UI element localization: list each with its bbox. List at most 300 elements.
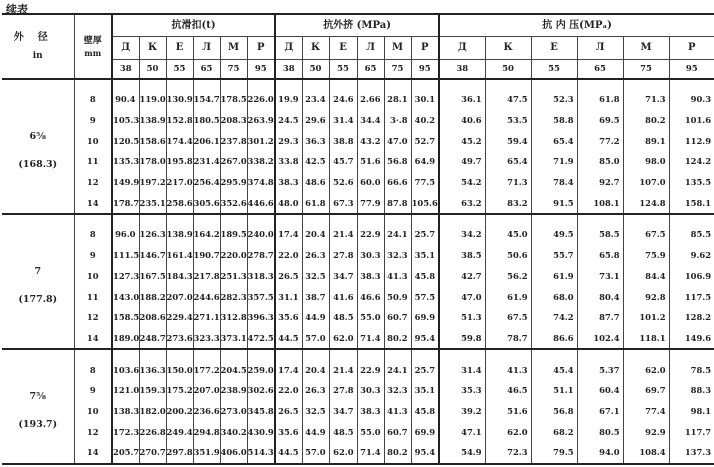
value-cell: 71.3 (485, 172, 531, 193)
value-cell: 98.0 (623, 151, 669, 172)
value-cell: 95.4 (411, 442, 439, 464)
value-cell: 396.3 (247, 307, 275, 328)
value-cell: 36.3 (302, 130, 329, 151)
value-cell: 54.2 (439, 172, 485, 193)
wall-thickness-cell: 12 (74, 307, 112, 328)
value-cell: 61.8 (302, 192, 329, 214)
value-cell: 24.6 (329, 89, 357, 110)
value-cell: 24.1 (384, 359, 411, 380)
value-cell: 38.7 (302, 286, 329, 307)
value-cell: 188.2 (139, 286, 166, 307)
value-cell: 62.0 (329, 442, 357, 464)
value-cell: 38.5 (439, 245, 485, 266)
outer-diameter-cell (2, 89, 74, 214)
value-cell: 208.3 (220, 110, 247, 131)
value-cell: 178.5 (220, 89, 247, 110)
value-cell: 149.9 (112, 172, 139, 193)
value-cell: 67.5 (623, 224, 669, 245)
grade-number: 65 (193, 60, 220, 80)
wall-thickness-cell: 9 (74, 245, 112, 266)
value-cell: 96.0 (112, 224, 139, 245)
value-cell: 21.4 (329, 359, 357, 380)
wall-thickness-cell: 14 (74, 328, 112, 350)
value-cell: 161.4 (166, 245, 193, 266)
value-cell: 54.9 (439, 442, 485, 464)
value-cell: 38.3 (357, 401, 384, 422)
value-cell: 46.5 (485, 380, 531, 401)
value-cell: 159.3 (139, 380, 166, 401)
value-cell: 190.7 (193, 245, 220, 266)
value-cell: 258.6 (166, 192, 193, 214)
value-cell: 236.6 (193, 401, 220, 422)
value-cell: 248.7 (139, 328, 166, 350)
value-cell: 22.9 (357, 359, 384, 380)
wall-thickness-cell: 8 (74, 224, 112, 245)
value-cell: 2.66 (357, 89, 384, 110)
value-cell: 55.0 (357, 307, 384, 328)
value-cell: 220.0 (220, 245, 247, 266)
value-cell: 67.1 (577, 401, 623, 422)
value-cell: 33.8 (275, 151, 302, 172)
value-cell: 35.1 (411, 380, 439, 401)
value-cell: 51.6 (485, 401, 531, 422)
value-cell: 87.7 (577, 307, 623, 328)
value-cell: 92.9 (623, 421, 669, 442)
outer-diameter-cell (2, 224, 74, 349)
table-row (2, 421, 714, 442)
value-cell: 56.8 (384, 151, 411, 172)
size-mm: (193.7) (18, 418, 58, 430)
value-cell: 111.5 (112, 245, 139, 266)
table-row (2, 151, 714, 172)
size-mm: (168.3) (18, 159, 58, 171)
value-cell: 406.0 (220, 442, 247, 464)
value-cell: 30.3 (357, 245, 384, 266)
value-cell: 338.2 (247, 151, 275, 172)
value-cell: 62.0 (329, 328, 357, 350)
value-cell: 31.1 (275, 286, 302, 307)
value-cell: 178.7 (112, 192, 139, 214)
grade-letter: Д (275, 37, 302, 60)
grade-number: 75 (384, 60, 411, 80)
value-cell: 9.62 (669, 245, 714, 266)
value-cell: 107.0 (623, 172, 669, 193)
wall-thickness-cell: 8 (74, 89, 112, 110)
grade-number: 75 (623, 60, 669, 80)
value-cell: 66.6 (384, 172, 411, 193)
value-cell: 351.9 (193, 442, 220, 464)
value-cell: 152.8 (166, 110, 193, 131)
grade-letter: М (623, 37, 669, 60)
table-row (2, 401, 714, 422)
value-cell: 26.5 (275, 266, 302, 287)
value-cell: 305.6 (193, 192, 220, 214)
table-row (2, 130, 714, 151)
value-cell: 45.0 (485, 224, 531, 245)
value-cell: 94.0 (577, 442, 623, 464)
value-cell: 26.5 (275, 401, 302, 422)
value-cell: 235.1 (139, 192, 166, 214)
value-cell: 28.1 (384, 89, 411, 110)
value-cell: 22.9 (357, 224, 384, 245)
value-cell: 57.0 (302, 328, 329, 350)
value-cell: 195.8 (166, 151, 193, 172)
value-cell: 32.3 (384, 245, 411, 266)
grade-number: 65 (577, 60, 623, 80)
table-row (2, 89, 714, 110)
value-cell: 208.6 (139, 307, 166, 328)
value-cell: 373.1 (220, 328, 247, 350)
value-cell: 44.9 (302, 307, 329, 328)
value-cell: 67.3 (329, 192, 357, 214)
value-cell: 46.6 (357, 286, 384, 307)
value-cell: 57.0 (302, 442, 329, 464)
value-cell: 118.1 (623, 328, 669, 350)
value-cell: 85.0 (577, 151, 623, 172)
wall-thickness-cell: 11 (74, 151, 112, 172)
value-cell: 108.4 (623, 442, 669, 464)
value-cell: 77.2 (577, 130, 623, 151)
value-cell: 51.1 (531, 380, 577, 401)
value-cell: 237.8 (220, 130, 247, 151)
wall-thickness-cell: 12 (74, 421, 112, 442)
value-cell: 207.0 (193, 380, 220, 401)
table-row (2, 224, 714, 245)
value-cell: 472.5 (247, 328, 275, 350)
grade-number: 95 (411, 60, 439, 80)
value-cell: 45.8 (411, 266, 439, 287)
value-cell: 146.7 (139, 245, 166, 266)
wall-thickness-cell: 12 (74, 172, 112, 193)
value-cell: 87.8 (384, 192, 411, 214)
value-cell: 103.6 (112, 359, 139, 380)
value-cell: 143.0 (112, 286, 139, 307)
table-row (2, 245, 714, 266)
grade-number: 50 (302, 60, 329, 80)
value-cell: 62.0 (623, 359, 669, 380)
value-cell: 48.5 (329, 421, 357, 442)
value-cell: 251.3 (220, 266, 247, 287)
value-cell: 71.9 (531, 151, 577, 172)
wall-thickness-cell: 9 (74, 380, 112, 401)
value-cell: 47.0 (384, 130, 411, 151)
value-cell: 80.2 (623, 110, 669, 131)
value-cell: 5.37 (577, 359, 623, 380)
value-cell: 177.2 (193, 359, 220, 380)
value-cell: 40.6 (439, 110, 485, 131)
value-cell: 38.3 (275, 172, 302, 193)
value-cell: 164.2 (193, 224, 220, 245)
value-cell: 29.3 (275, 130, 302, 151)
grade-number: 75 (220, 60, 247, 80)
grade-letter: Л (577, 37, 623, 60)
value-cell: 36.1 (439, 89, 485, 110)
value-cell: 73.1 (577, 266, 623, 287)
value-cell: 270.7 (139, 442, 166, 464)
grade-number: 38 (275, 60, 302, 80)
value-cell: 55.7 (531, 245, 577, 266)
value-cell: 60.7 (384, 307, 411, 328)
value-cell: 35.1 (411, 245, 439, 266)
grade-letter: К (139, 37, 166, 60)
value-cell: 65.4 (485, 151, 531, 172)
value-cell: 79.5 (531, 442, 577, 464)
value-cell: 117.5 (669, 286, 714, 307)
value-cell: 92.8 (623, 286, 669, 307)
value-cell: 121.0 (112, 380, 139, 401)
value-cell: 72.3 (485, 442, 531, 464)
value-cell: 175.2 (166, 380, 193, 401)
value-cell: 65.8 (577, 245, 623, 266)
value-cell: 48.0 (275, 192, 302, 214)
value-cell: 138.3 (112, 401, 139, 422)
value-cell: 77.5 (411, 172, 439, 193)
value-cell: 24.1 (384, 224, 411, 245)
value-cell: 130.9 (166, 89, 193, 110)
value-cell: 51.3 (439, 307, 485, 328)
value-cell: 31.4 (439, 359, 485, 380)
size-in: 7 (34, 266, 42, 278)
value-cell: 172.3 (112, 421, 139, 442)
value-cell: 68.0 (531, 286, 577, 307)
grade-letter: Р (669, 37, 714, 60)
value-cell: 59.4 (485, 130, 531, 151)
value-cell: 101.2 (623, 307, 669, 328)
value-cell: 35.6 (275, 421, 302, 442)
value-cell: 124.8 (623, 192, 669, 214)
value-cell: 53.5 (485, 110, 531, 131)
value-cell: 149.6 (669, 328, 714, 350)
value-cell: 249.4 (166, 421, 193, 442)
value-cell: 45.8 (411, 401, 439, 422)
grade-number: 38 (439, 60, 485, 80)
value-cell: 68.2 (531, 421, 577, 442)
value-cell: 55.0 (357, 421, 384, 442)
value-cell: 184.3 (166, 266, 193, 287)
value-cell: 80.2 (384, 442, 411, 464)
size-in: 7⅝ (29, 390, 46, 402)
value-cell: 98.1 (669, 401, 714, 422)
value-cell: 206.1 (193, 130, 220, 151)
value-cell: 352.6 (220, 192, 247, 214)
grade-number: 65 (357, 60, 384, 80)
value-cell: 34.4 (357, 110, 384, 131)
value-cell: 77.4 (623, 401, 669, 422)
caption: 续表 (6, 3, 28, 16)
value-cell: 78.4 (531, 172, 577, 193)
wall-thickness-cell: 14 (74, 192, 112, 214)
value-cell: 80.5 (577, 421, 623, 442)
value-cell: 44.5 (275, 328, 302, 350)
value-cell: 27.8 (329, 245, 357, 266)
value-cell: 106.9 (669, 266, 714, 287)
value-cell: 21.4 (329, 224, 357, 245)
value-cell: 167.5 (139, 266, 166, 287)
grade-number: 95 (669, 60, 714, 80)
value-cell: 357.5 (247, 286, 275, 307)
value-cell: 158.6 (139, 130, 166, 151)
value-cell: 42.7 (439, 266, 485, 287)
value-cell: 48.6 (302, 172, 329, 193)
value-cell: 126.3 (139, 224, 166, 245)
value-cell: 41.3 (384, 266, 411, 287)
value-cell: 34.7 (329, 266, 357, 287)
value-cell: 30.3 (357, 380, 384, 401)
value-cell: 25.7 (411, 359, 439, 380)
value-cell: 45.2 (439, 130, 485, 151)
value-cell: 3·.8 (384, 110, 411, 131)
value-cell: 61.9 (531, 266, 577, 287)
value-cell: 20.4 (302, 224, 329, 245)
value-cell: 138.9 (166, 224, 193, 245)
value-cell: 40.2 (411, 110, 439, 131)
grade-letter: Е (166, 37, 193, 60)
table-row (2, 192, 714, 214)
value-cell: 38.8 (329, 130, 357, 151)
grade-letter: Л (193, 37, 220, 60)
table-row (2, 307, 714, 328)
value-cell: 41.6 (329, 286, 357, 307)
value-cell: 85.5 (669, 224, 714, 245)
value-cell: 34.7 (329, 401, 357, 422)
table-row (2, 172, 714, 193)
value-cell: 271.1 (193, 307, 220, 328)
value-cell: 154.7 (193, 89, 220, 110)
wall-thickness-cell: 10 (74, 401, 112, 422)
value-cell: 45.7 (329, 151, 357, 172)
value-cell: 63.2 (439, 192, 485, 214)
value-cell: 35.3 (439, 380, 485, 401)
value-cell: 295.9 (220, 172, 247, 193)
value-cell: 49.5 (531, 224, 577, 245)
value-cell: 90.3 (669, 89, 714, 110)
grade-letter: М (220, 37, 247, 60)
value-cell: 60.7 (384, 421, 411, 442)
value-cell: 26.3 (302, 245, 329, 266)
value-cell: 27.8 (329, 380, 357, 401)
value-cell: 86.6 (531, 328, 577, 350)
value-cell: 39.2 (439, 401, 485, 422)
value-cell: 22.0 (275, 245, 302, 266)
value-cell: 340.2 (220, 421, 247, 442)
value-cell: 120.5 (112, 130, 139, 151)
grade-letter: Д (439, 37, 485, 60)
value-cell: 59.8 (439, 328, 485, 350)
value-cell: 105.3 (112, 110, 139, 131)
value-cell: 267.0 (220, 151, 247, 172)
wall-thickness-header: 壁厚 mm (74, 14, 112, 79)
value-cell: 56.8 (531, 401, 577, 422)
wall-thickness-cell: 9 (74, 110, 112, 131)
tensile-group-header: 抗滑扣(t) (112, 14, 275, 37)
value-cell: 69.7 (623, 380, 669, 401)
value-cell: 71.4 (357, 328, 384, 350)
value-cell: 38.3 (357, 266, 384, 287)
value-cell: 31.4 (329, 110, 357, 131)
value-cell: 78.7 (485, 328, 531, 350)
value-cell: 47.0 (439, 286, 485, 307)
grade-letter: Д (112, 37, 139, 60)
value-cell: 273.0 (220, 401, 247, 422)
grade-number: 50 (485, 60, 531, 80)
value-cell: 117.7 (669, 421, 714, 442)
value-cell: 56.2 (485, 266, 531, 287)
grade-letter: Р (247, 37, 275, 60)
wall-thickness-cell: 8 (74, 359, 112, 380)
value-cell: 19.9 (275, 89, 302, 110)
value-cell: 32.5 (302, 401, 329, 422)
outer-diameter-cell (2, 359, 74, 463)
value-cell: 90.4 (112, 89, 139, 110)
value-cell: 69.9 (411, 307, 439, 328)
value-cell: 69.5 (577, 110, 623, 131)
grade-number: 55 (329, 60, 357, 80)
value-cell: 62.0 (485, 421, 531, 442)
value-cell: 182.0 (139, 401, 166, 422)
value-cell: 83.2 (485, 192, 531, 214)
value-cell: 174.4 (166, 130, 193, 151)
value-cell: 301.2 (247, 130, 275, 151)
value-cell: 282.3 (220, 286, 247, 307)
value-cell: 84.4 (623, 266, 669, 287)
value-cell: 67.5 (485, 307, 531, 328)
value-cell: 124.2 (669, 151, 714, 172)
value-cell: 119.0 (139, 89, 166, 110)
value-cell: 92.7 (577, 172, 623, 193)
value-cell: 101.6 (669, 110, 714, 131)
value-cell: 102.4 (577, 328, 623, 350)
table-body (2, 79, 714, 464)
collapse-group-header: 抗外挤 (MPa) (275, 14, 439, 37)
value-cell: 57.5 (411, 286, 439, 307)
value-cell: 52.3 (531, 89, 577, 110)
burst-group-header: 抗 内 压(MPₐ) (439, 14, 714, 37)
grade-letter: Р (411, 37, 439, 60)
value-cell: 259.0 (247, 359, 275, 380)
value-cell: 244.6 (193, 286, 220, 307)
value-cell: 32.5 (302, 266, 329, 287)
table-row (2, 380, 714, 401)
value-cell: 17.4 (275, 224, 302, 245)
value-cell: 47.5 (485, 89, 531, 110)
value-cell: 238.9 (220, 380, 247, 401)
value-cell: 138.9 (139, 110, 166, 131)
value-cell: 273.6 (166, 328, 193, 350)
value-cell: 158.5 (112, 307, 139, 328)
value-cell: 189.5 (220, 224, 247, 245)
value-cell: 65.4 (531, 130, 577, 151)
value-cell: 318.3 (247, 266, 275, 287)
value-cell: 240.0 (247, 224, 275, 245)
value-cell: 200.2 (166, 401, 193, 422)
value-cell: 226.8 (139, 421, 166, 442)
value-cell: 61.9 (485, 286, 531, 307)
value-cell: 41.3 (384, 401, 411, 422)
value-cell: 302.6 (247, 380, 275, 401)
value-cell: 29.6 (302, 110, 329, 131)
value-cell: 42.5 (302, 151, 329, 172)
value-cell: 229.4 (166, 307, 193, 328)
value-cell: 80.4 (577, 286, 623, 307)
grade-number: 50 (139, 60, 166, 80)
value-cell: 41.3 (485, 359, 531, 380)
value-cell: 49.7 (439, 151, 485, 172)
value-cell: 207.0 (166, 286, 193, 307)
wall-thickness-cell: 10 (74, 130, 112, 151)
value-cell: 88.3 (669, 380, 714, 401)
value-cell: 32.3 (384, 380, 411, 401)
value-cell: 231.4 (193, 151, 220, 172)
